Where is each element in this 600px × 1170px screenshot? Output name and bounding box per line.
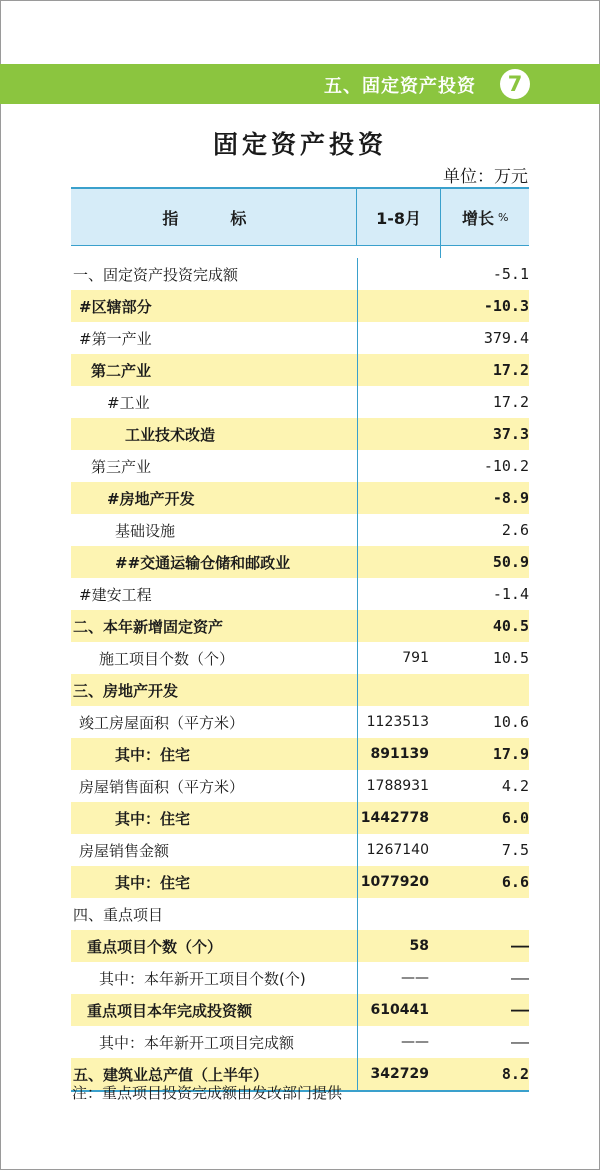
row-growth-value: 379.4 xyxy=(483,329,529,347)
row-growth-value: 50.9 xyxy=(492,553,529,571)
table-row xyxy=(71,770,529,802)
section-title: 五、固定资产投资 xyxy=(324,76,476,97)
row-growth-value: 6.6 xyxy=(501,873,529,891)
row-ytd-value: 1123513 xyxy=(357,706,441,738)
section-number-badge: 7 xyxy=(500,69,530,99)
footnote: 注：重点项目投资完成额由发改部门提供 xyxy=(72,1084,343,1102)
row-growth-value: —— xyxy=(510,1001,529,1019)
table-row xyxy=(71,546,529,578)
table-row xyxy=(71,642,529,674)
row-ytd-value xyxy=(357,354,441,386)
row-growth-value: -8.9 xyxy=(492,489,529,507)
table-row xyxy=(71,322,529,354)
row-indicator: 一、固定资产投资完成额 xyxy=(73,265,239,284)
row-growth-value: 10.5 xyxy=(492,649,529,667)
table-header xyxy=(71,189,529,246)
header-indicator: 指 标 xyxy=(162,208,265,228)
page-title: 固定资产投资 xyxy=(212,130,387,159)
row-ytd-value: 791 xyxy=(357,642,441,674)
table-row xyxy=(71,482,529,514)
row-ytd-value xyxy=(357,514,441,546)
table-row xyxy=(71,514,529,546)
row-ytd-value xyxy=(357,258,441,290)
row-ytd-value: 891139 xyxy=(357,738,441,770)
row-ytd-value xyxy=(357,898,441,930)
row-growth-value: 40.5 xyxy=(492,617,529,635)
row-indicator: 三、房地产开发 xyxy=(73,681,179,700)
row-ytd-value xyxy=(357,418,441,450)
row-ytd-value xyxy=(357,482,441,514)
row-growth-value: 17.2 xyxy=(492,393,529,411)
table-row xyxy=(71,866,529,898)
table-row xyxy=(71,994,529,1026)
row-indicator: 四、重点项目 xyxy=(73,905,164,924)
row-indicator: 竣工房屋面积（平方米） xyxy=(79,713,245,732)
row-indicator: 其中：本年新开工项目完成额 xyxy=(99,1033,295,1052)
row-growth-value: 8.2 xyxy=(501,1065,529,1083)
row-growth-value: —— xyxy=(510,937,529,955)
row-indicator: 二、本年新增固定资产 xyxy=(73,617,224,636)
table-row xyxy=(71,674,529,706)
table-row xyxy=(71,258,529,290)
header-growth-label: 增长 xyxy=(461,208,494,228)
table-row xyxy=(71,450,529,482)
row-ytd-value: 1442778 xyxy=(357,802,441,834)
row-indicator: #第一产业 xyxy=(79,329,152,348)
row-indicator: 重点项目本年完成投资额 xyxy=(87,1001,253,1020)
row-indicator: #房地产开发 xyxy=(107,489,195,508)
row-ytd-value: 1788931 xyxy=(357,770,441,802)
row-growth-value: -10.2 xyxy=(483,457,529,475)
row-growth-value xyxy=(441,674,529,706)
table-row xyxy=(71,386,529,418)
table-spacer xyxy=(71,246,529,258)
row-indicator: #建安工程 xyxy=(79,585,152,604)
row-indicator: 其中：本年新开工项目个数(个) xyxy=(99,969,306,988)
row-ytd-value: 58 xyxy=(357,930,441,962)
row-growth-value: 6.0 xyxy=(501,809,529,827)
row-indicator: 其中：住宅 xyxy=(115,873,191,892)
row-ytd-value xyxy=(357,578,441,610)
section-header-bar xyxy=(0,64,600,104)
row-growth-value: -10.3 xyxy=(483,297,529,315)
row-indicator: 基础设施 xyxy=(115,521,176,540)
row-growth-value: -5.1 xyxy=(492,265,529,283)
row-indicator: 其中：住宅 xyxy=(115,745,191,764)
row-ytd-value: —— xyxy=(357,962,441,994)
row-growth-value: 17.9 xyxy=(492,745,529,763)
row-growth-value: 37.3 xyxy=(492,425,529,443)
row-ytd-value xyxy=(357,290,441,322)
row-growth-value: —— xyxy=(510,969,529,987)
header-growth xyxy=(440,189,529,245)
row-ytd-value: 1077920 xyxy=(357,866,441,898)
row-indicator: 房屋销售金额 xyxy=(79,841,170,860)
row-indicator: ##交通运输仓储和邮政业 xyxy=(115,553,291,572)
row-ytd-value xyxy=(357,386,441,418)
row-growth-value: 2.6 xyxy=(501,521,529,539)
row-ytd-value: —— xyxy=(357,1026,441,1058)
row-indicator: #工业 xyxy=(107,393,150,412)
header-ytd: 1-8月 xyxy=(356,189,441,245)
row-indicator: 房屋销售面积（平方米） xyxy=(79,777,245,796)
row-growth-value: -1.4 xyxy=(492,585,529,603)
header-growth-unit: % xyxy=(497,210,509,224)
row-ytd-value xyxy=(357,322,441,354)
table-row xyxy=(71,962,529,994)
row-ytd-value: 342729 xyxy=(357,1058,441,1090)
row-growth-value xyxy=(441,898,529,930)
row-indicator: #区辖部分 xyxy=(79,297,152,316)
table-row xyxy=(71,610,529,642)
row-growth-value: 17.2 xyxy=(492,361,529,379)
table-row xyxy=(71,418,529,450)
table-row xyxy=(71,1026,529,1058)
row-growth-value: —— xyxy=(510,1033,529,1051)
row-indicator: 施工项目个数（个） xyxy=(99,649,235,668)
table-row xyxy=(71,898,529,930)
table-row xyxy=(71,738,529,770)
row-indicator: 五、建筑业总产值（上半年） xyxy=(73,1065,269,1084)
row-ytd-value: 1267140 xyxy=(357,834,441,866)
table-row xyxy=(71,802,529,834)
table-row xyxy=(71,706,529,738)
unit-label: 单位：万元 xyxy=(443,167,528,187)
row-ytd-value xyxy=(357,546,441,578)
row-growth-value: 4.2 xyxy=(501,777,529,795)
table-body xyxy=(71,258,529,1090)
table-row xyxy=(71,930,529,962)
row-growth-value: 10.6 xyxy=(492,713,529,731)
row-indicator: 第二产业 xyxy=(91,361,152,380)
table-row xyxy=(71,578,529,610)
table-row xyxy=(71,834,529,866)
row-indicator: 第三产业 xyxy=(91,457,152,476)
row-ytd-value xyxy=(357,610,441,642)
table-row xyxy=(71,354,529,386)
table-row xyxy=(71,290,529,322)
investment-table xyxy=(71,187,529,1092)
row-indicator: 重点项目个数（个） xyxy=(87,937,223,956)
row-ytd-value xyxy=(357,450,441,482)
row-ytd-value: 610441 xyxy=(357,994,441,1026)
row-ytd-value xyxy=(357,674,441,706)
row-indicator: 工业技术改造 xyxy=(125,425,216,444)
row-growth-value: 7.5 xyxy=(501,841,529,859)
row-indicator: 其中：住宅 xyxy=(115,809,191,828)
